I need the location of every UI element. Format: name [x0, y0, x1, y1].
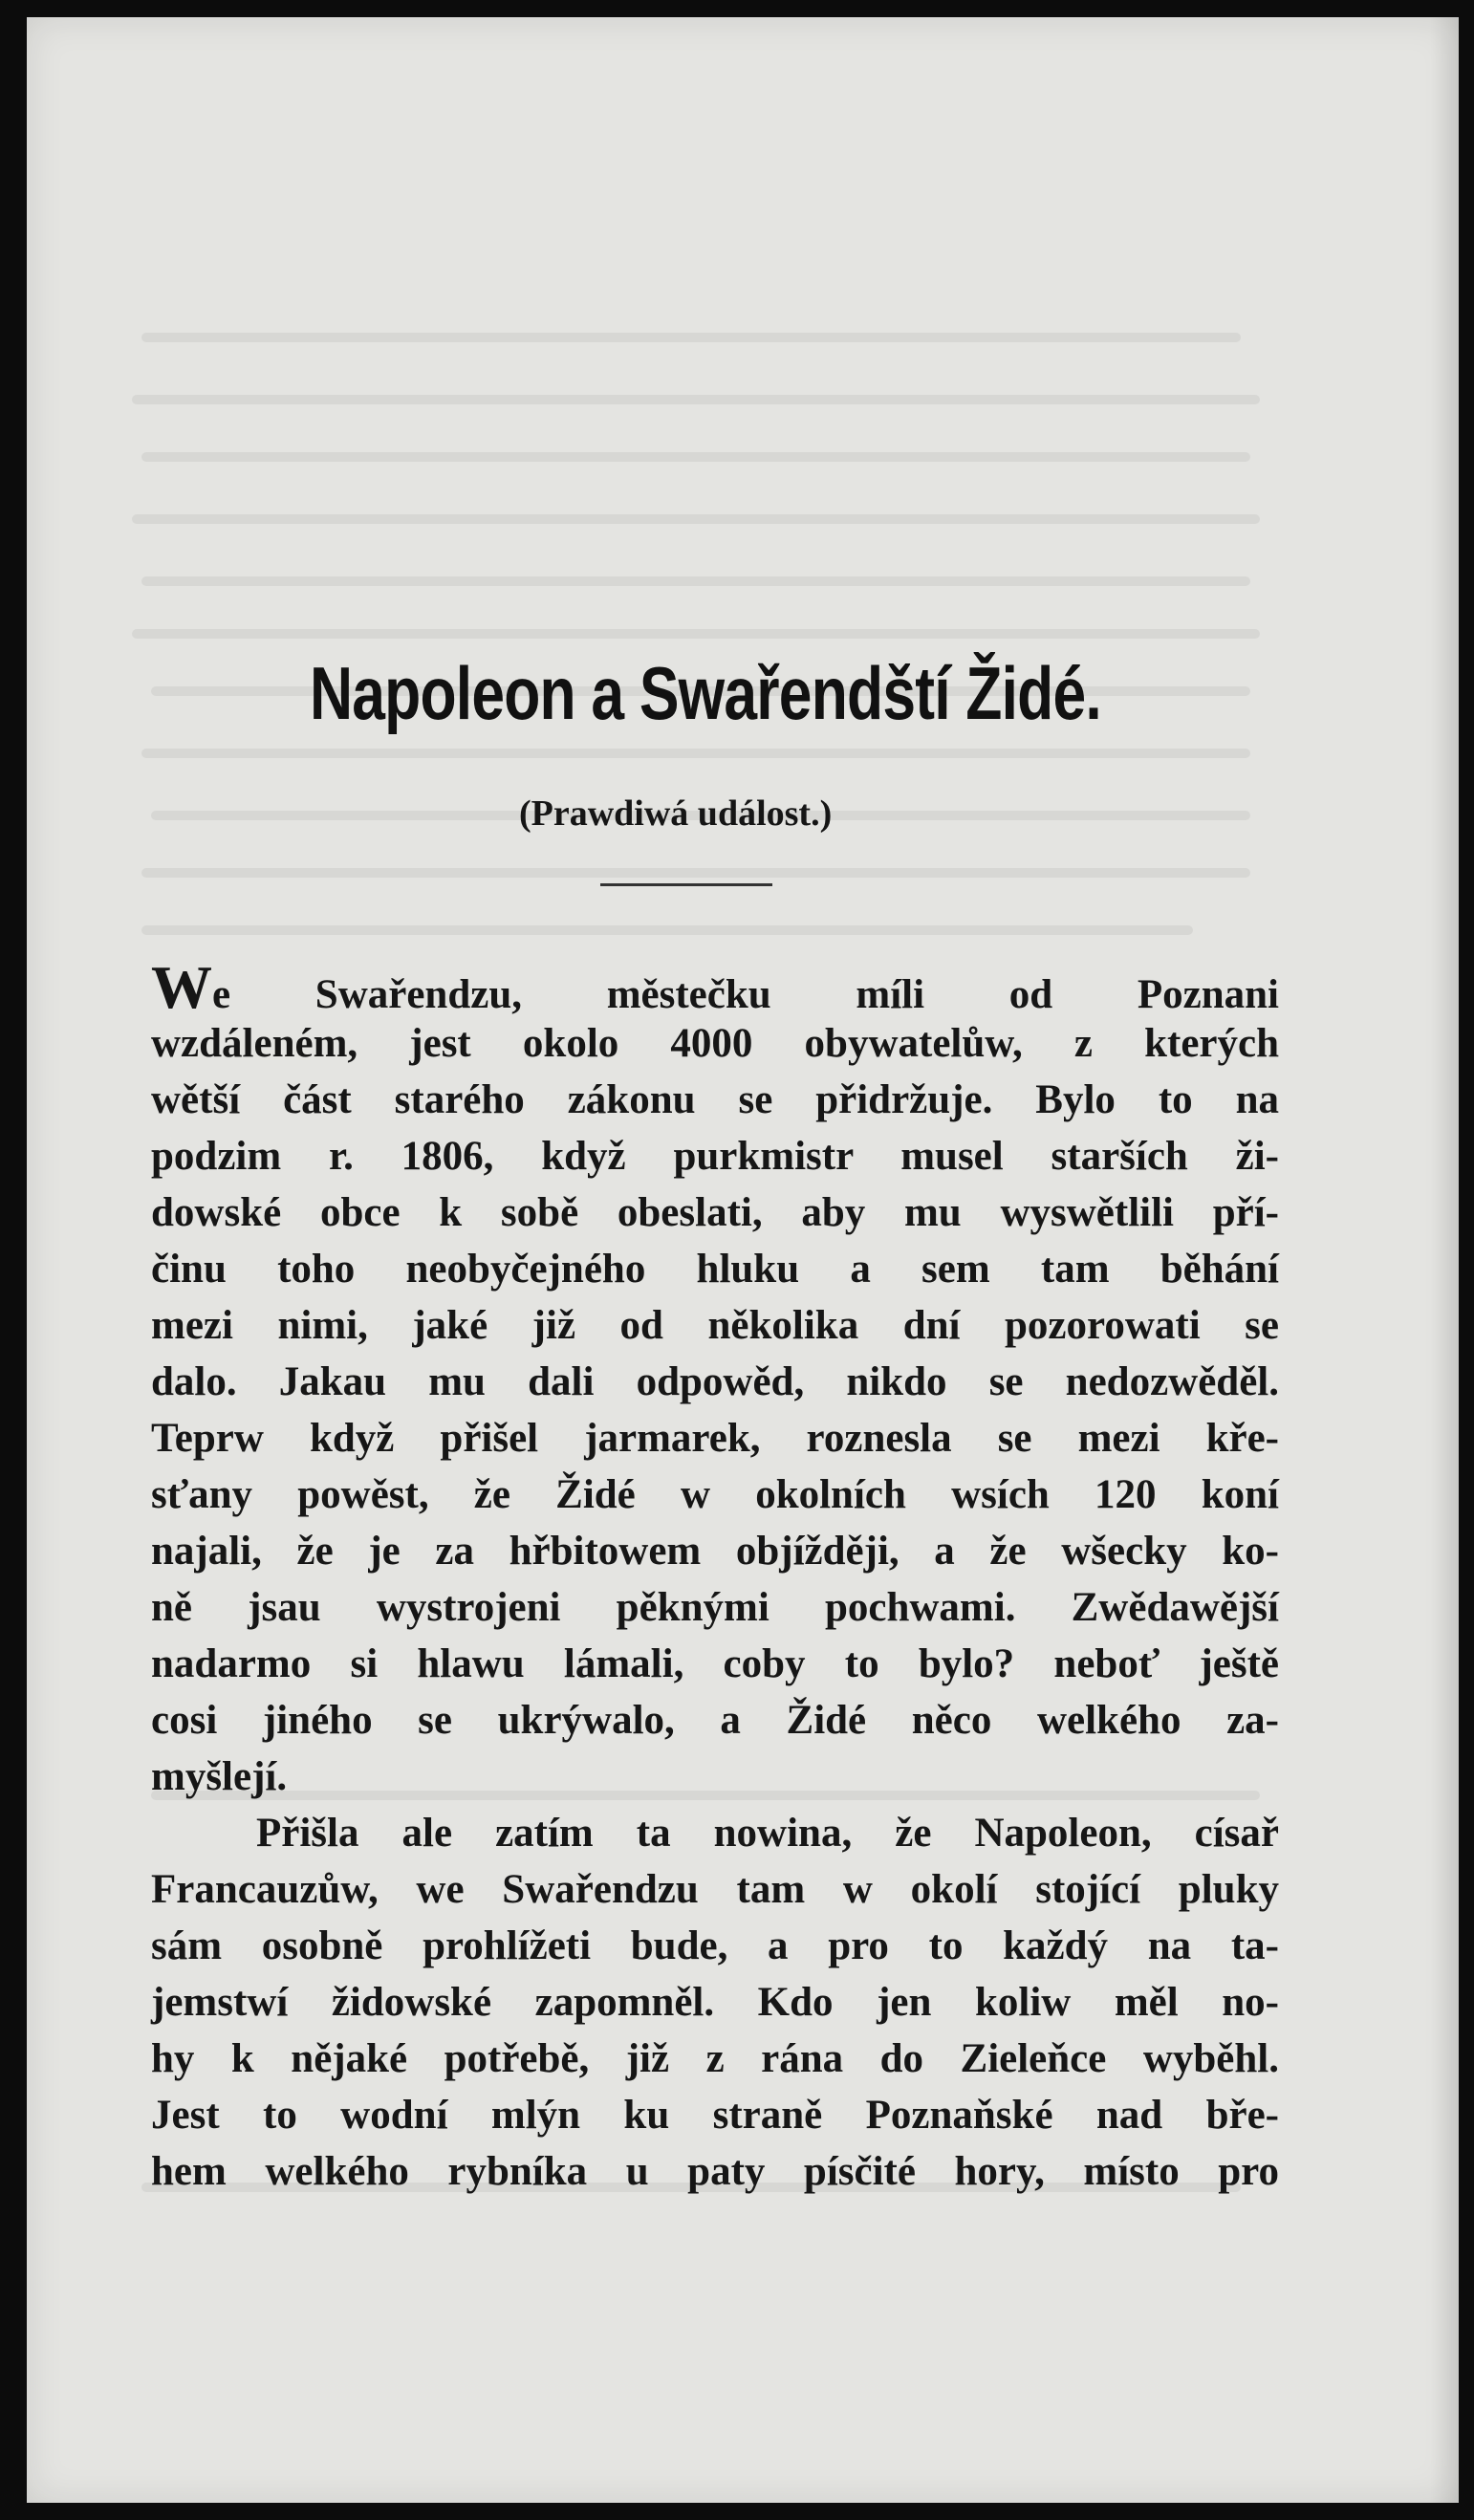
text-line: Jest to wodní mlýn ku straně Poznaňské nad bře- [151, 2093, 1279, 2138]
text-line: myšlejí. [151, 1754, 288, 1799]
text-line: činu toho neobyčejného hluku a sem tam běhání [151, 1247, 1279, 1292]
text-line: Francauzůw, we Swařendzu tam w okolí stojící pluky [151, 1867, 1279, 1912]
text-line: sťany powěst, že Židé w okolních wsích 120 koní [151, 1472, 1279, 1517]
text-line: ně jsau wystrojeni pěknými pochwami. Zwědawější [151, 1585, 1279, 1630]
paragraph-2 [151, 1805, 1279, 2200]
paragraph-1 [151, 953, 1279, 1805]
text-line: We Swařendzu, městečku míli od Poznani [151, 953, 1279, 1021]
text-line: dalo. Jakau mu dali odpowěd, nikdo se nedozwěděl. [151, 1359, 1279, 1404]
chapter-subtitle: (Prawdiwá událost.) [519, 793, 833, 834]
drop-cap: W [151, 953, 212, 1021]
text-line: sám osobně prohlížeti bude, a pro to každý na ta- [151, 1923, 1279, 1968]
text-line: Přišla ale zatím ta nowina, že Napoleon, císař [256, 1811, 1279, 1856]
text-line: najali, že je za hřbitowem objížději, a že wšecky ko- [151, 1529, 1279, 1574]
text-line: wzdáleném, jest okolo 4000 obywatelůw, z kterých [151, 1021, 1279, 1066]
body-text [151, 953, 1279, 2200]
page-edge-shadow [1430, 17, 1459, 2503]
text-line: nadarmo si hlawu lámali, coby to bylo? neboť ještě [151, 1641, 1279, 1686]
text-line: hy k nějaké potřebě, již z rána do Zieleňce wyběhl. [151, 2036, 1279, 2081]
text-line: mezi nimi, jaké již od několika dní pozorowati se [151, 1303, 1279, 1348]
text-line: dowské obce k sobě obeslati, aby mu wyswětlili pří- [151, 1190, 1279, 1235]
text-line: Teprw když přišel jarmarek, roznesla se mezi kře- [151, 1416, 1279, 1461]
text-line: cosi jiného se ukrýwalo, a Židé něco welkého za- [151, 1698, 1279, 1743]
text-line: podzim r. 1806, když purkmistr musel starších ži- [151, 1134, 1279, 1179]
text-line: hem welkého rybníka u paty písčité hory, místo pro [151, 2149, 1279, 2194]
text-line: wětší část starého zákonu se přidržuje. Bylo to na [151, 1077, 1279, 1122]
text-line: jemstwí židowské zapomněl. Kdo jen koliw měl no- [151, 1980, 1279, 2025]
title-divider [600, 883, 772, 886]
book-page [27, 17, 1459, 2503]
chapter-title: Napoleon a Swařendští Židé. [310, 651, 1101, 735]
